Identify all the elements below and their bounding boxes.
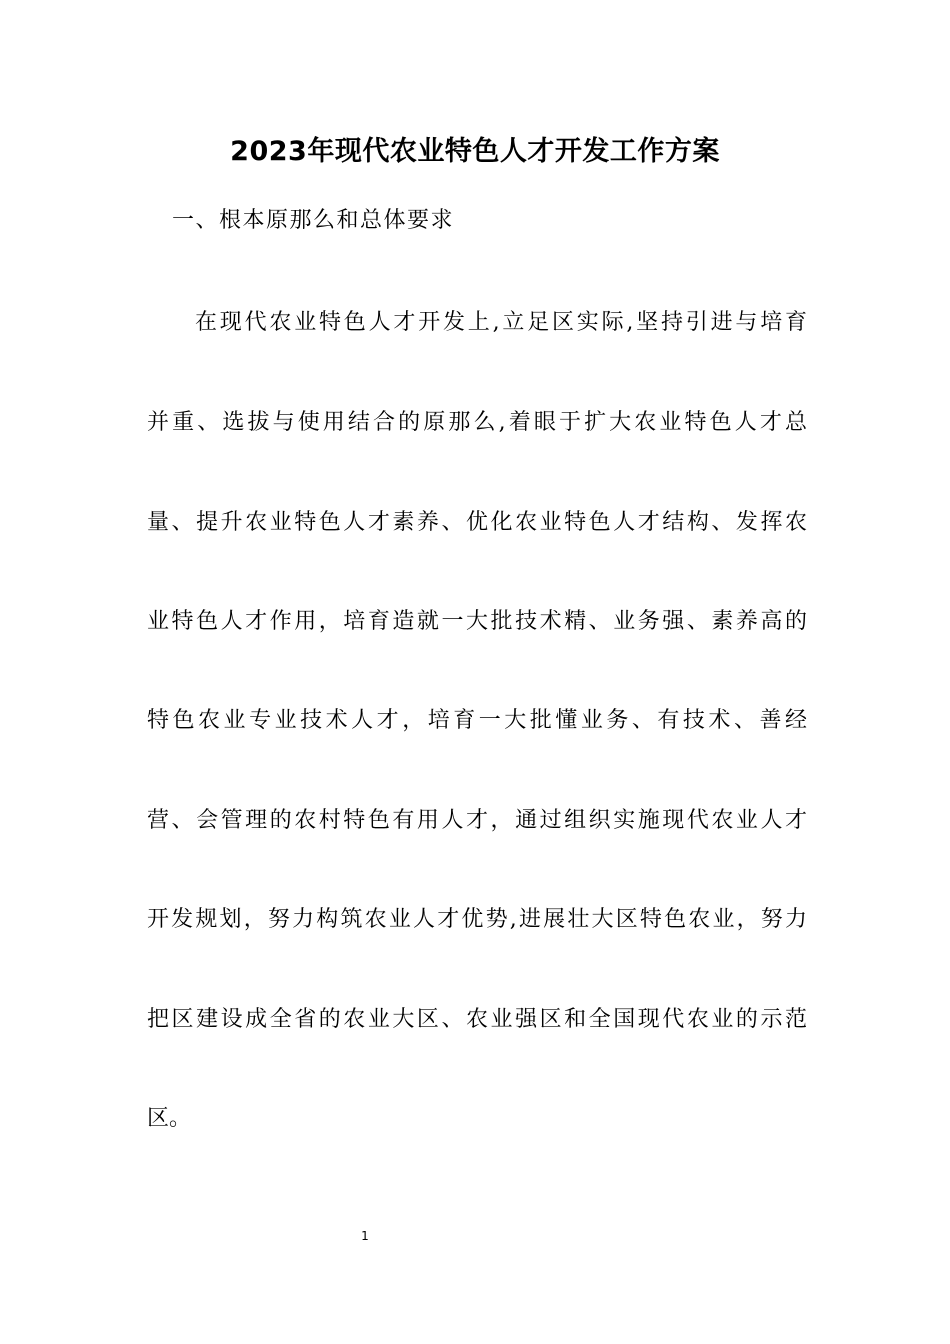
paragraph-line: 开发规划，努力构筑农业人才优势,进展壮大区特色农业，努力 xyxy=(147,907,807,932)
document-title: 2023年现代农业特色人才开发工作方案 xyxy=(230,136,720,167)
paragraph-line: 在现代农业特色人才开发上,立足区实际,坚持引进与培育 xyxy=(195,310,807,335)
paragraph-line: 营、会管理的农村特色有用人才，通过组织实施现代农业人才 xyxy=(147,808,807,833)
section-heading: 一、根本原那么和总体要求 xyxy=(172,208,455,233)
paragraph-line: 并重、选拔与使用结合的原那么,着眼于扩大农业特色人才总 xyxy=(147,410,807,435)
paragraph-line: 特色农业专业技术人才，培育一大批懂业务、有技术、善经 xyxy=(147,708,807,733)
paragraph-line: 把区建设成全省的农业大区、农业强区和全国现代农业的示范 xyxy=(147,1007,807,1032)
paragraph-line: 区。 xyxy=(147,1106,192,1131)
paragraph-line: 量、提升农业特色人才素养、优化农业特色人才结构、发挥农 xyxy=(147,510,807,535)
paragraph-line: 业特色人才作用，培育造就一大批技术精、业务强、素养高的 xyxy=(147,609,807,634)
page-number: 1 xyxy=(361,1229,369,1243)
